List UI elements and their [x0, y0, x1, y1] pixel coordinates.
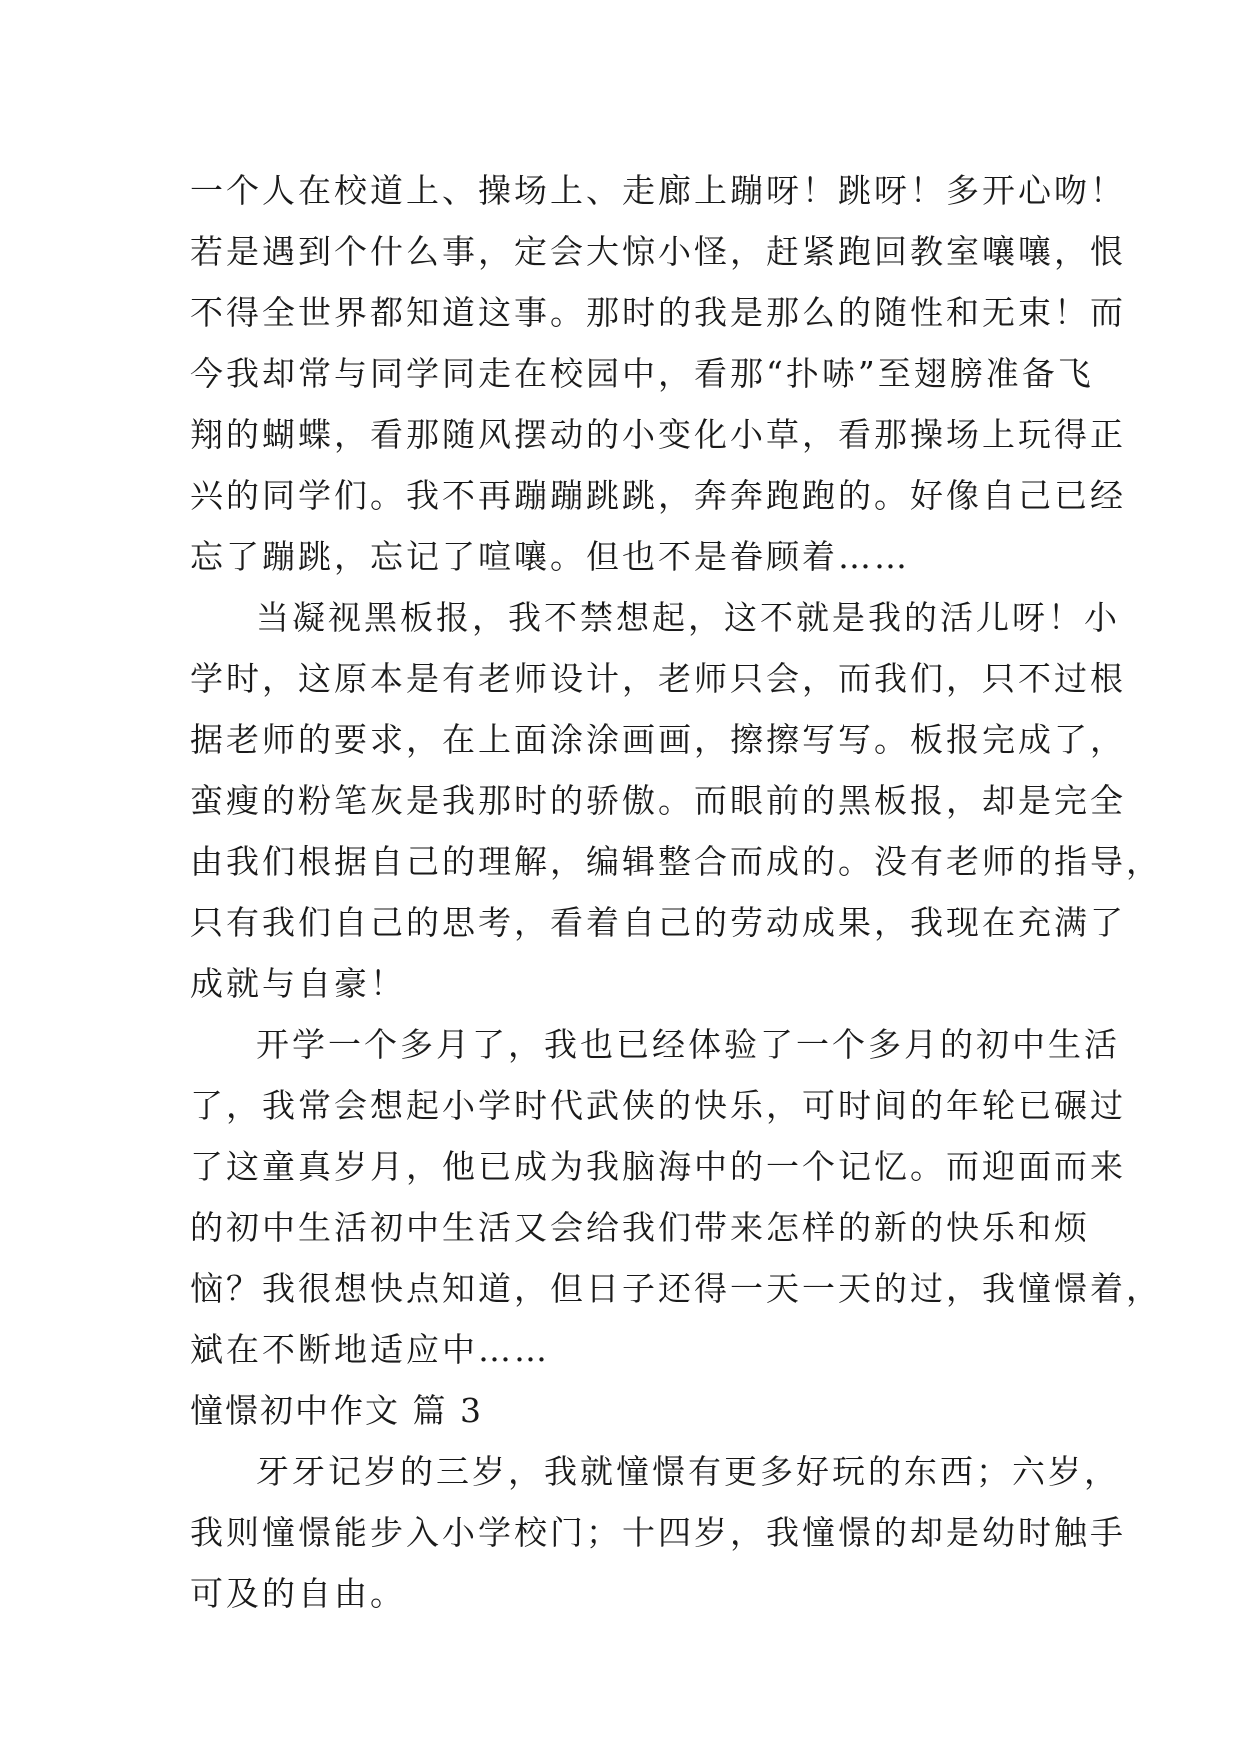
text-line: 当凝视黑板报，我不禁想起，这不就是我的活儿呀！小: [256, 598, 1120, 637]
text-line: 的初中生活初中生活又会给我们带来怎样的新的快乐和烦: [190, 1208, 1090, 1247]
paragraph: [190, 160, 1126, 587]
text-line: 由我们根据自己的理解，编辑整合而成的。没有老师的指导，: [190, 842, 1162, 881]
text-line: 据老师的要求，在上面涂涂画画，擦擦写写。板报完成了，: [190, 720, 1126, 759]
text-line: 了，我常会想起小学时代武侠的快乐，可时间的年轮已碾过: [190, 1086, 1126, 1125]
text-line: 成就与自豪！: [190, 964, 406, 1003]
text-line: 恼？我很想快点知道，但日子还得一天一天的过，我憧憬着，: [190, 1269, 1162, 1308]
paragraph: [190, 1441, 1126, 1624]
text-line: 牙牙记岁的三岁，我就憧憬有更多好玩的东西；六岁，: [256, 1452, 1120, 1491]
text-line: 学时，这原本是有老师设计，老师只会，而我们，只不过根: [190, 659, 1126, 698]
text-line: 蛮瘦的粉笔灰是我那时的骄傲。而眼前的黑板报，却是完全: [190, 781, 1126, 820]
text-line: 可及的自由。: [190, 1574, 406, 1613]
text-line: 开学一个多月了，我也已经体验了一个多月的初中生活: [256, 1025, 1120, 1064]
text-line: 翔的蝴蝶，看那随风摆动的小变化小草，看那操场上玩得正: [190, 415, 1126, 454]
text-line: 我则憧憬能步入小学校门；十四岁，我憧憬的却是幼时触手: [190, 1513, 1126, 1552]
document-body: [190, 160, 1162, 1624]
text-line: 今我却常与同学同走在校园中，看那“扑哧”至翅膀准备飞: [190, 354, 1094, 393]
text-line: 若是遇到个什么事，定会大惊小怪，赶紧跑回教室嚷嚷，恨: [190, 232, 1126, 271]
text-line: 不得全世界都知道这事。那时的我是那么的随性和无束！而: [190, 293, 1126, 332]
text-line: 了这童真岁月，他已成为我脑海中的一个记忆。而迎面而来: [190, 1147, 1126, 1186]
text-line: 只有我们自己的思考，看着自己的劳动成果，我现在充满了: [190, 903, 1126, 942]
section-heading: 憧憬初中作文 篇 3: [190, 1391, 483, 1430]
text-line: 兴的同学们。我不再蹦蹦跳跳，奔奔跑跑的。好像自己已经: [190, 476, 1126, 515]
paragraph: [190, 587, 1162, 1014]
text-line: 一个人在校道上、操场上、走廊上蹦呀！跳呀！多开心吻！: [190, 171, 1126, 210]
text-line: 忘了蹦跳，忘记了喧嚷。但也不是眷顾着……: [190, 537, 910, 576]
text-line: 斌在不断地适应中……: [190, 1330, 550, 1369]
paragraph: [190, 1014, 1162, 1380]
